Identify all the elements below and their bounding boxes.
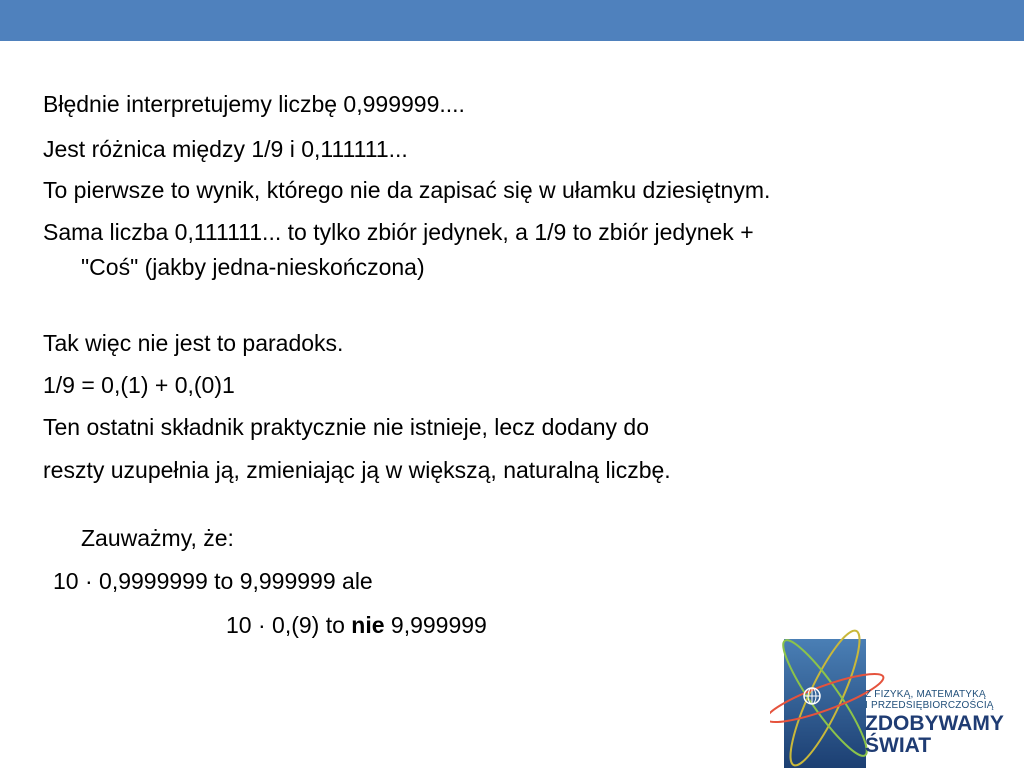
text-line-4b: "Coś" (jakby jedna-nieskończona) xyxy=(81,254,425,280)
text-line-1: Błędnie interpretujemy liczbę 0,999999.... xyxy=(43,91,465,117)
logo-subtitle-2: I PRZEDSIĘBIORCZOŚCIĄ xyxy=(865,700,994,711)
text-line-2: Jest różnica między 1/9 i 0,111111... xyxy=(43,136,408,162)
logo-subtitle-1: Z FIZYKĄ, MATEMATYKĄ xyxy=(865,689,986,700)
text-line-4a: Sama liczba 0,111111... to tylko zbiór jedynek, a 1/9 to zbiór jedynek + xyxy=(43,219,754,245)
text-line-9: Zauważmy, że: xyxy=(81,525,234,551)
text-line-11 xyxy=(226,611,487,639)
text-line-11-pre: 10 · 0,(9) to xyxy=(226,612,352,638)
logo-title-2: ŚWIAT xyxy=(865,734,932,757)
text-line-11-post: 9,999999 xyxy=(384,612,487,638)
text-line-11-bold: nie xyxy=(351,612,385,638)
text-line-8: reszty uzupełnia ją, zmieniając ją w większą, naturalną liczbę. xyxy=(43,457,671,483)
text-line-6: 1/9 = 0,(1) + 0,(0)1 xyxy=(43,372,235,398)
text-line-5: Tak więc nie jest to paradoks. xyxy=(43,330,344,356)
project-logo xyxy=(770,622,1024,768)
text-line-10: 10 · 0,9999999 to 9,999999 ale xyxy=(53,568,373,594)
text-line-3: To pierwsze to wynik, którego nie da zapisać się w ułamku dziesiętnym. xyxy=(43,177,771,203)
logo-title-1: ZDOBYWAMY xyxy=(865,712,1004,735)
text-line-7: Ten ostatni składnik praktycznie nie istnieje, lecz dodany do xyxy=(43,414,650,440)
